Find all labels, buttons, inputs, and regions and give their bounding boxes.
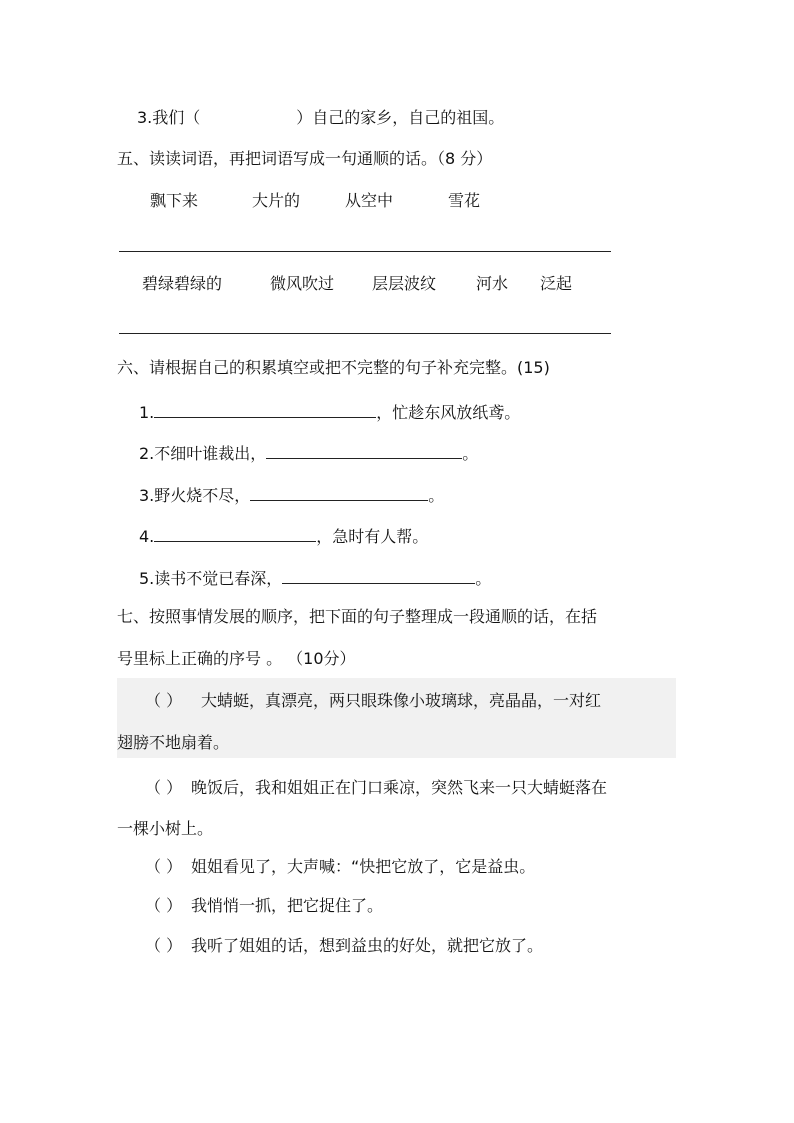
section-5-word: 河水	[476, 274, 509, 293]
order-number-box[interactable]: （ ）	[145, 896, 183, 915]
ordering-item-text: 姐姐看见了，大声喊：“快把它放了，它是益虫。	[191, 857, 536, 876]
order-number-box[interactable]: （ ）	[145, 857, 183, 876]
fill-in-blank[interactable]	[154, 523, 316, 542]
item-prefix: 读书不觉已春深，	[154, 569, 283, 588]
fill-in-blank[interactable]	[154, 399, 376, 418]
order-number-box[interactable]: （ ）	[145, 778, 183, 797]
section-5-word: 大片的	[252, 191, 301, 210]
ordering-item-3	[145, 856, 535, 878]
fill-in-blank[interactable]	[282, 565, 475, 584]
section-7-heading-line-1: 七、按照事情发展的顺序，把下面的句子整理成一段通顺的话，在括	[117, 607, 598, 626]
section-6-heading: 六、请根据自己的积累填空或把不完整的句子补充完整。(15)	[117, 358, 550, 377]
item-suffix: 。	[475, 569, 492, 588]
item-suffix: ，忙趁东风放纸鸢。	[376, 403, 521, 422]
item-number: 5.	[139, 569, 155, 588]
section-5-word: 雪花	[448, 191, 481, 210]
order-number-box[interactable]: （ ）	[145, 691, 183, 710]
section-5-word: 飘下来	[150, 191, 199, 210]
section-5-word: 从空中	[345, 191, 394, 210]
section-5-answer-line-2[interactable]	[119, 333, 611, 334]
question-3	[137, 107, 504, 129]
question-3-suffix: ）自己的家乡，自己的祖国。	[296, 108, 505, 127]
ordering-item-2-continued: 一棵小树上。	[117, 819, 214, 838]
section-6-item	[139, 523, 428, 548]
section-6-item	[139, 399, 520, 424]
ordering-item-2	[145, 777, 607, 799]
question-3-prefix: 我们（	[152, 108, 201, 127]
item-number: 4.	[139, 527, 155, 546]
ordering-item-1-continued: 翅膀不地扇着。	[117, 733, 230, 752]
section-5-word: 微风吹过	[270, 274, 335, 293]
fill-in-blank[interactable]	[266, 440, 462, 459]
item-number: 3.	[139, 486, 155, 505]
section-6-item	[139, 482, 444, 507]
item-suffix: 。	[428, 486, 445, 505]
item-suffix: 。	[462, 444, 479, 463]
section-6-item	[139, 440, 478, 465]
section-5-heading: 五、读读词语，再把词语写成一句通顺的话。（8 分）	[117, 149, 493, 168]
section-5-word: 泛起	[540, 274, 573, 293]
ordering-item-1	[145, 690, 601, 712]
ordering-item-text: 我听了姐姐的话，想到益虫的好处，就把它放了。	[191, 936, 544, 955]
ordering-item-5	[145, 935, 543, 957]
question-3-number: 3.	[137, 108, 153, 127]
section-5-word: 碧绿碧绿的	[142, 274, 223, 293]
fill-in-blank[interactable]	[250, 482, 428, 501]
section-5-answer-line-1[interactable]	[119, 251, 611, 252]
item-number: 1.	[139, 403, 155, 422]
section-7-heading-line-2: 号里标上正确的序号 。 （10分）	[117, 649, 356, 668]
item-prefix: 不细叶谁裁出，	[154, 444, 267, 463]
item-number: 2.	[139, 444, 155, 463]
ordering-item-4	[145, 895, 383, 917]
section-6-item	[139, 565, 491, 590]
item-prefix: 野火烧不尽，	[154, 486, 251, 505]
ordering-item-text: 我悄悄一抓，把它捉住了。	[191, 896, 384, 915]
section-5-word: 层层波纹	[372, 274, 437, 293]
item-suffix: ，急时有人帮。	[316, 527, 429, 546]
order-number-box[interactable]: （ ）	[145, 936, 183, 955]
ordering-item-text: 晚饭后，我和姐姐正在门口乘凉，突然飞来一只大蜻蜓落在	[191, 778, 608, 797]
ordering-item-text: 大蜻蜓，真漂亮，两只眼珠像小玻璃球，亮晶晶，一对红	[201, 691, 602, 710]
